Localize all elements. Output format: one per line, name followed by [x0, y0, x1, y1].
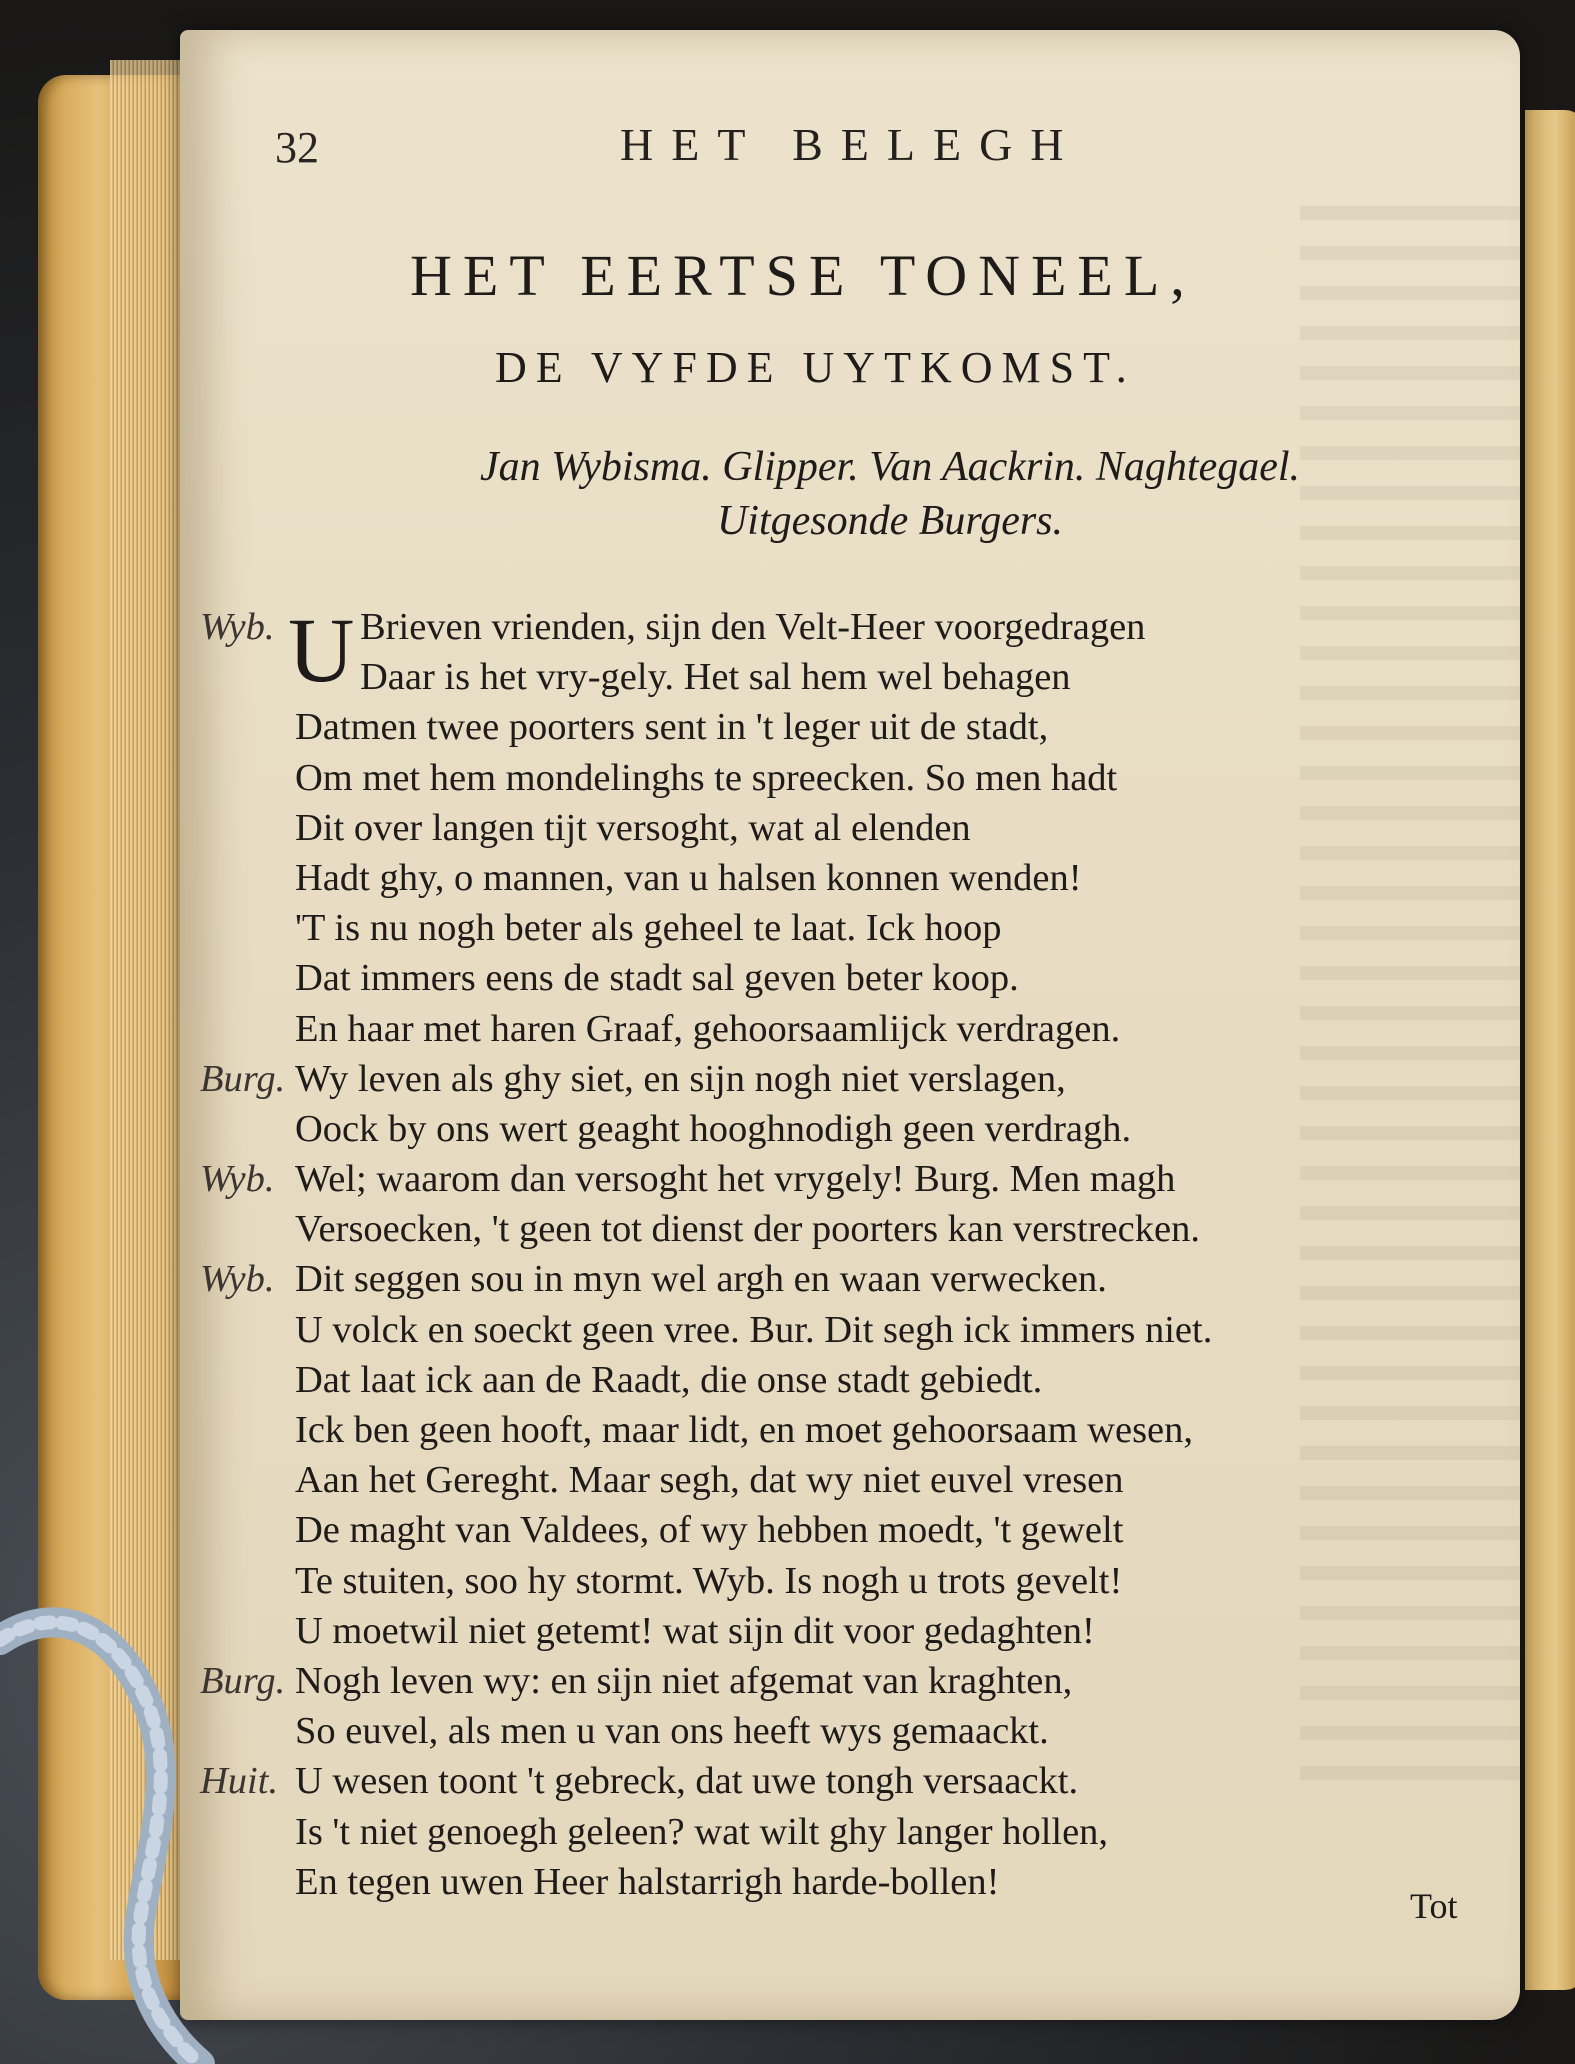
verse-line	[200, 1305, 1520, 1355]
verse-line	[200, 1254, 1520, 1304]
verse-block	[200, 599, 1520, 1907]
cast-list	[410, 440, 1370, 548]
verse-text: Dit over langen tijt versoght, wat al elenden	[295, 806, 971, 849]
cast-line: Uitgesonde Burgers.	[716, 498, 1064, 544]
verse-text: Dat immers eens de stadt sal geven beter koop.	[295, 957, 1019, 1000]
speaker-label: Wyb.	[200, 606, 275, 648]
verse-line	[200, 1405, 1520, 1455]
verse-line	[200, 1104, 1520, 1154]
verse-line	[200, 1857, 1520, 1907]
page-number: 32	[275, 123, 319, 172]
verse-line	[200, 1606, 1520, 1656]
verse-line	[200, 803, 1520, 853]
verse-line	[200, 1004, 1520, 1054]
verse-text: Aan het Gereght. Maar segh, dat wy niet euvel vresen	[295, 1459, 1124, 1502]
verse-line	[200, 1455, 1520, 1505]
verse-text: Dat laat ick aan de Raadt, die onse stadt gebiedt.	[295, 1358, 1043, 1401]
verse-text: Ick ben geen hooft, maar lidt, en moet gehoorsaam wesen,	[295, 1409, 1194, 1451]
verse-text: Nogh leven wy: en sijn niet afgemat van kraghten,	[295, 1659, 1073, 1702]
verse-text: De maght van Valdees, of wy hebben moedt, 't gewelt	[295, 1509, 1124, 1552]
verse-line	[200, 1706, 1520, 1756]
verse-text: Datmen twee poorters sent in 't leger uit de stadt,	[295, 706, 1049, 749]
verse-line	[200, 1807, 1520, 1857]
verse-line	[200, 1054, 1520, 1104]
verse-text: Dit seggen sou in myn wel argh en waan verwecken.	[295, 1258, 1107, 1301]
verse-line	[200, 1355, 1520, 1405]
verse-text: Hadt ghy, o mannen, van u halsen konnen wenden!	[295, 856, 1082, 899]
running-head: HET BELEGH	[620, 119, 1082, 170]
scene-title: HET EERTSE TONEEL,	[410, 243, 1196, 308]
verse-text: U volck en soeckt geen vree. Bur. Dit segh ick immers niet.	[295, 1308, 1213, 1351]
speaker-label: Huit.	[200, 1760, 279, 1803]
catchword: Tot	[1410, 1886, 1458, 1926]
verse-line	[200, 1505, 1520, 1555]
facing-page-edge	[1525, 110, 1575, 1990]
speaker-label: Burg.	[200, 1659, 286, 1702]
verse-line	[200, 953, 1520, 1003]
verse-text: En tegen uwen Heer halstarrigh harde-bollen!	[295, 1860, 1000, 1903]
drop-cap: U	[288, 599, 355, 701]
verse-text: Om met hem mondelinghs te spreecken. So men hadt	[295, 756, 1118, 799]
speaker-label: Wyb.	[200, 1158, 275, 1201]
verse-text: Oock by ons wert geaght hooghnodigh geen verdragh.	[295, 1107, 1132, 1150]
scene-subtitle: DE VYFDE UYTKOMST.	[495, 343, 1136, 392]
speaker-label: Wyb.	[200, 1258, 275, 1301]
verse-text: En haar met haren Graaf, gehoorsaamlijck verdragen.	[295, 1007, 1121, 1050]
verse-text: So euvel, als men u van ons heeft wys gemaackt.	[295, 1710, 1049, 1753]
verse-text: Versoecken, 't geen tot dienst der poorters kan verstrecken.	[295, 1208, 1200, 1251]
verse-line	[200, 1756, 1520, 1806]
verse-text: U moetwil niet getemt! wat sijn dit voor gedaghten!	[295, 1609, 1095, 1652]
cast-line: Jan Wybisma. Glipper. Van Aackrin. Naghtegael.	[479, 444, 1301, 490]
verse-text: 'T is nu nogh beter als geheel te laat. Ick hoop	[295, 907, 1002, 950]
verse-line	[200, 652, 1520, 702]
book-page	[180, 30, 1520, 2020]
verse-text: Wy leven als ghy siet, en sijn nogh niet verslagen,	[295, 1057, 1066, 1100]
verse-text: Is 't niet genoegh geleen? wat wilt ghy langer hollen,	[295, 1810, 1109, 1853]
verse-text: Wel; waarom dan versoght het vrygely! Burg. Men magh	[295, 1158, 1176, 1201]
verse-text: Te stuiten, soo hy stormt. Wyb. Is nogh u trots gevelt!	[295, 1559, 1123, 1602]
verse-text: U wesen toont 't gebreck, dat uwe tongh versaackt.	[295, 1760, 1079, 1803]
verse-text: Brieven vrienden, sijn den Velt-Heer voorgedragen	[360, 606, 1146, 648]
verse-text: Daar is het vry-gely. Het sal hem wel behagen	[360, 656, 1071, 699]
verse-line	[200, 1204, 1520, 1254]
verse-line	[200, 1154, 1520, 1204]
verse-line	[200, 853, 1520, 903]
verse-line	[200, 702, 1520, 752]
verse-line	[200, 753, 1520, 803]
verse-line	[200, 602, 1520, 652]
ribbon-bookmark-icon	[0, 1520, 300, 2064]
verse-line	[200, 903, 1520, 953]
verse-line	[200, 1656, 1520, 1706]
speaker-label: Burg.	[200, 1057, 286, 1100]
verse-line	[200, 1556, 1520, 1606]
